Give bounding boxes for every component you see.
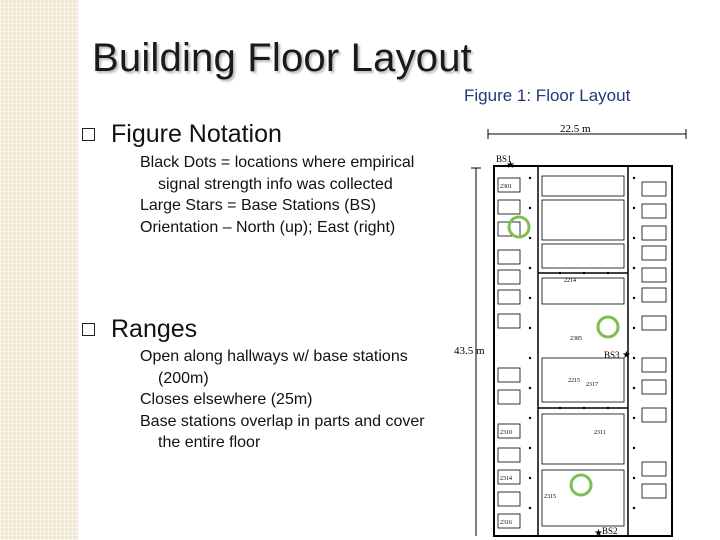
range-item: Open along hallways w/ base stations (200m) [140, 348, 408, 387]
room-label: 2214 [564, 278, 576, 284]
base-station-star-icon: ★ [506, 160, 515, 171]
room-label: 2316 [500, 520, 512, 526]
room-label: 2317 [586, 382, 598, 388]
room-label: 2310 [500, 430, 512, 436]
base-station-label: BS2 [602, 526, 618, 536]
room-label: 2314 [500, 476, 512, 482]
floor-plan-image [450, 118, 718, 540]
room-label: 2315 [544, 494, 556, 500]
base-station-star-icon: ★ [622, 350, 631, 361]
slide-title: Building Floor Layout [92, 36, 472, 80]
width-dimension-label: 22.5 m [560, 123, 591, 135]
bullet-box-icon [82, 323, 95, 336]
room-label: 2311 [594, 430, 606, 436]
bullet-box-icon [82, 128, 95, 141]
base-station-star-icon: ★ [594, 528, 603, 539]
range-item: Closes elsewhere (25m) [140, 391, 313, 408]
base-station-label: BS1 [496, 154, 512, 164]
room-label: 2301 [500, 184, 512, 190]
bullet-ranges [82, 315, 197, 344]
room-label: 2215 [568, 378, 580, 384]
base-station-label: BS3 [604, 350, 620, 360]
room-label: 2385 [570, 336, 582, 342]
bullet-heading: Ranges [111, 315, 198, 343]
decorative-side-band [0, 0, 78, 540]
notation-item: Large Stars = Base Stations (BS) [140, 197, 377, 214]
notation-item: Black Dots = locations where empirical signal strength info was collected [140, 154, 415, 193]
bullet-figure-notation [82, 120, 282, 149]
range-item: Base stations overlap in parts and cover the entire floor [140, 412, 425, 451]
ranges-list [140, 346, 440, 454]
notation-item: Orientation – North (up); East (right) [140, 218, 396, 236]
height-dimension-label: 43.5 m [454, 345, 485, 357]
notation-list [140, 152, 440, 238]
bullet-heading: Figure Notation [111, 120, 282, 148]
figure-caption: Figure 1: Floor Layout [464, 86, 631, 105]
